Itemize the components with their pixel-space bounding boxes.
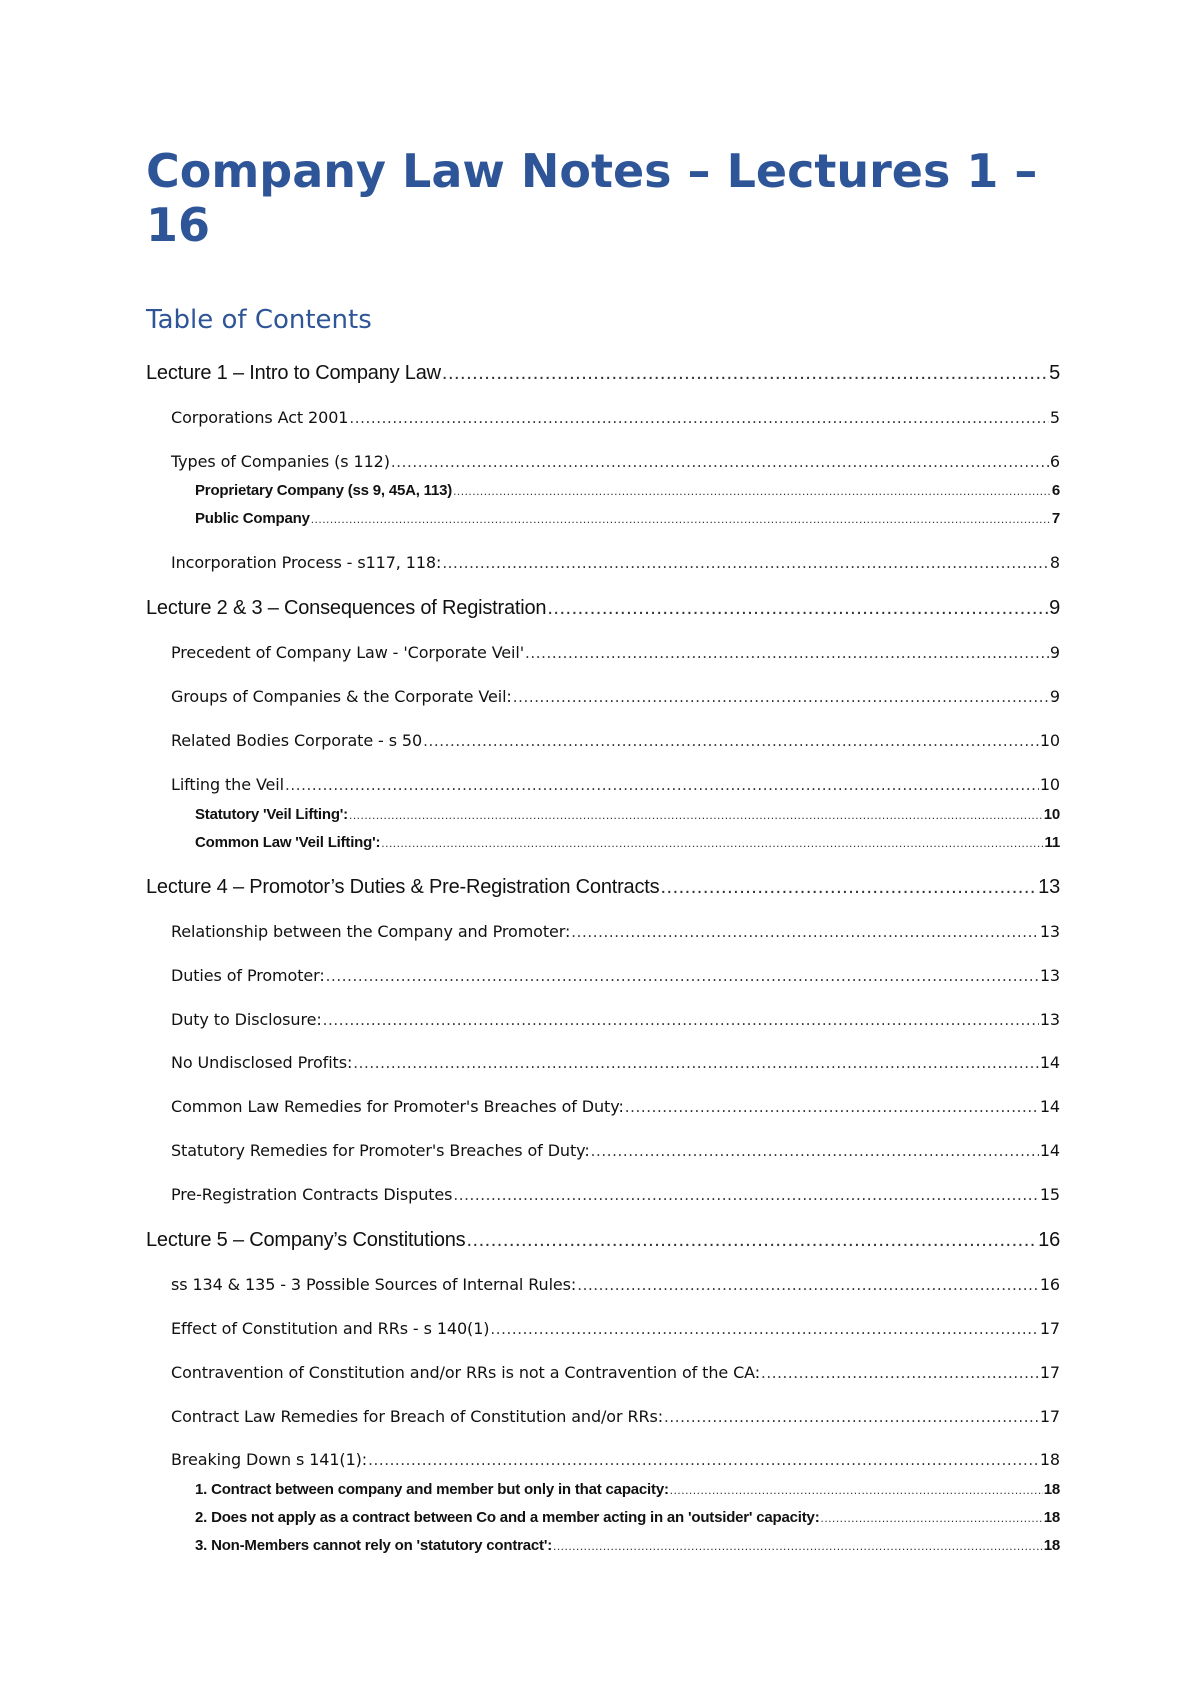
toc-entry-label: Duties of Promoter:	[171, 966, 325, 985]
toc-leader-dots	[391, 452, 1049, 472]
toc-subentry[interactable]	[195, 482, 1060, 500]
toc-entry-lecture-1[interactable]	[146, 361, 1060, 385]
toc-entry[interactable]	[171, 1097, 1060, 1117]
toc-leader-dots	[553, 1537, 1043, 1555]
toc-entry-label: Lecture 4 – Promotor’s Duties & Pre-Registration Contracts	[146, 876, 660, 898]
toc-heading: Table of Contents	[146, 305, 372, 335]
toc-entry-page: 11	[1044, 834, 1060, 851]
toc-entry-label: Contravention of Constitution and/or RRs is not a Contravention of the CA:	[171, 1363, 761, 1382]
toc-entry-page: 13	[1039, 922, 1060, 941]
toc-entry-label: Public Company	[195, 510, 310, 527]
document-title: Company Law Notes – Lectures 1 – 16	[146, 144, 1038, 252]
toc-entry[interactable]	[171, 922, 1060, 942]
toc-leader-dots	[547, 596, 1048, 620]
toc-leader-dots	[442, 553, 1049, 573]
toc-entry-label: Corporations Act 2001	[171, 408, 349, 427]
toc-subentry[interactable]	[195, 834, 1060, 852]
toc-entry[interactable]	[171, 775, 1060, 795]
toc-entry-page: 9	[1049, 687, 1060, 706]
toc-entry-label: 1. Contract between company and member but only in that capacity:	[195, 1481, 669, 1498]
toc-leader-dots	[664, 1407, 1039, 1427]
toc-leader-dots	[670, 1481, 1043, 1499]
toc-entry-label: 3. Non-Members cannot rely on 'statutory contract':	[195, 1537, 552, 1554]
toc-leader-dots	[660, 875, 1037, 899]
toc-leader-dots	[625, 1097, 1039, 1117]
toc-entry-page: 14	[1039, 1053, 1060, 1072]
toc-subentry[interactable]	[195, 510, 1060, 528]
toc-entry[interactable]	[171, 1275, 1060, 1295]
toc-entry-label: ss 134 & 135 - 3 Possible Sources of Internal Rules:	[171, 1275, 577, 1294]
toc-leader-dots	[381, 834, 1043, 852]
toc-entry-label: Contract Law Remedies for Breach of Constitution and/or RRs:	[171, 1407, 664, 1426]
toc-entry-label: Relationship between the Company and Promoter:	[171, 922, 571, 941]
toc-leader-dots	[442, 361, 1048, 385]
toc-entry-label: 2. Does not apply as a contract between Co and a member acting in an 'outsider' capacity:	[195, 1509, 820, 1526]
toc-entry[interactable]	[171, 1319, 1060, 1339]
toc-entry-label: Duty to Disclosure:	[171, 1010, 322, 1029]
toc-entry[interactable]	[171, 1407, 1060, 1427]
toc-entry-label: Types of Companies (s 112)	[171, 452, 390, 471]
toc-entry-page: 10	[1039, 731, 1060, 750]
toc-leader-dots	[349, 806, 1043, 824]
toc-entry-label: Statutory 'Veil Lifting':	[195, 806, 348, 823]
toc-leader-dots	[285, 775, 1039, 795]
toc-leader-dots	[326, 966, 1039, 986]
toc-entry-page: 18	[1043, 1509, 1060, 1526]
toc-entry-lecture-4[interactable]	[146, 875, 1060, 899]
toc-entry[interactable]	[171, 1053, 1060, 1073]
toc-entry-page: 8	[1049, 553, 1060, 572]
toc-leader-dots	[349, 408, 1049, 428]
toc-entry-lecture-2-3[interactable]	[146, 596, 1060, 620]
toc-entry-page: 18	[1043, 1481, 1060, 1498]
toc-leader-dots	[490, 1319, 1038, 1339]
toc-leader-dots	[525, 643, 1049, 663]
toc-entry-label: Incorporation Process - s117, 118:	[171, 553, 442, 572]
toc-entry-page: 5	[1049, 362, 1060, 384]
toc-entry-page: 6	[1049, 452, 1060, 471]
toc-leader-dots	[311, 510, 1051, 528]
toc-entry-label: No Undisclosed Profits:	[171, 1053, 353, 1072]
toc-entry-page: 14	[1039, 1097, 1060, 1116]
toc-entry[interactable]	[171, 687, 1060, 707]
toc-entry-page: 13	[1039, 966, 1060, 985]
toc-leader-dots	[821, 1509, 1043, 1527]
toc-leader-dots	[353, 1053, 1039, 1073]
toc-entry[interactable]	[171, 1363, 1060, 1383]
toc-entry[interactable]	[171, 1450, 1060, 1470]
toc-entry-page: 16	[1039, 1275, 1060, 1294]
toc-entry-page: 10	[1043, 806, 1060, 823]
toc-entry-page: 17	[1039, 1319, 1060, 1338]
toc-subentry[interactable]	[195, 806, 1060, 824]
toc-entry-label: Lecture 5 – Company’s Constitutions	[146, 1229, 466, 1251]
toc-entry-label: Pre-Registration Contracts Disputes	[171, 1185, 453, 1204]
toc-entry-label: Proprietary Company (ss 9, 45A, 113)	[195, 482, 453, 499]
toc-subentry[interactable]	[195, 1509, 1060, 1527]
toc-leader-dots	[577, 1275, 1039, 1295]
toc-leader-dots	[466, 1228, 1037, 1252]
toc-entry-label: Precedent of Company Law - 'Corporate Veil'	[171, 643, 525, 662]
toc-entry-page: 14	[1039, 1141, 1060, 1160]
toc-entry-page: 5	[1049, 408, 1060, 427]
toc-entry-page: 18	[1039, 1450, 1060, 1469]
toc-entry-label: Lecture 2 & 3 – Consequences of Registration	[146, 597, 547, 619]
toc-entry-page: 18	[1043, 1537, 1060, 1554]
toc-entry-page: 7	[1051, 510, 1060, 527]
toc-entry[interactable]	[171, 1185, 1060, 1205]
toc-entry[interactable]	[171, 452, 1060, 472]
toc-leader-dots	[423, 731, 1039, 751]
toc-leader-dots	[323, 1010, 1039, 1030]
toc-entry[interactable]	[171, 731, 1060, 751]
toc-entry-label: Lifting the Veil	[171, 775, 284, 794]
toc-subentry[interactable]	[195, 1481, 1060, 1499]
toc-subentry[interactable]	[195, 1537, 1060, 1555]
toc-entry[interactable]	[171, 643, 1060, 663]
toc-leader-dots	[453, 1185, 1038, 1205]
toc-entry[interactable]	[171, 1141, 1060, 1161]
toc-leader-dots	[591, 1141, 1039, 1161]
toc-entry-label: Common Law 'Veil Lifting':	[195, 834, 381, 851]
toc-leader-dots	[368, 1450, 1039, 1470]
toc-entry-page: 13	[1039, 1010, 1060, 1029]
toc-entry-page: 9	[1049, 643, 1060, 662]
toc-entry-label: Common Law Remedies for Promoter's Breaches of Duty:	[171, 1097, 624, 1116]
toc-entry-page: 6	[1051, 482, 1060, 499]
toc-entry-page: 10	[1039, 775, 1060, 794]
toc-entry-page: 17	[1039, 1407, 1060, 1426]
toc-entry-lecture-5[interactable]	[146, 1228, 1060, 1252]
toc-entry-page: 15	[1039, 1185, 1060, 1204]
toc-entry-label: Lecture 1 – Intro to Company Law	[146, 362, 441, 384]
toc-entry-page: 17	[1039, 1363, 1060, 1382]
toc-entry[interactable]	[171, 553, 1060, 573]
toc-leader-dots	[513, 687, 1049, 707]
toc-entry-page: 13	[1038, 876, 1060, 898]
toc-entry-page: 16	[1038, 1229, 1060, 1251]
toc-entry-label: Effect of Constitution and RRs - s 140(1)	[171, 1319, 490, 1338]
toc-entry[interactable]	[171, 408, 1060, 428]
toc-entry[interactable]	[171, 966, 1060, 986]
toc-leader-dots	[761, 1363, 1039, 1383]
toc-entry[interactable]	[171, 1010, 1060, 1030]
toc-entry-label: Statutory Remedies for Promoter's Breaches of Duty:	[171, 1141, 590, 1160]
toc-entry-label: Breaking Down s 141(1):	[171, 1450, 368, 1469]
toc-entry-page: 9	[1049, 597, 1060, 619]
toc-leader-dots	[571, 922, 1039, 942]
toc-entry-label: Related Bodies Corporate - s 50	[171, 731, 423, 750]
toc-entry-label: Groups of Companies & the Corporate Veil:	[171, 687, 512, 706]
toc-leader-dots	[453, 482, 1051, 500]
